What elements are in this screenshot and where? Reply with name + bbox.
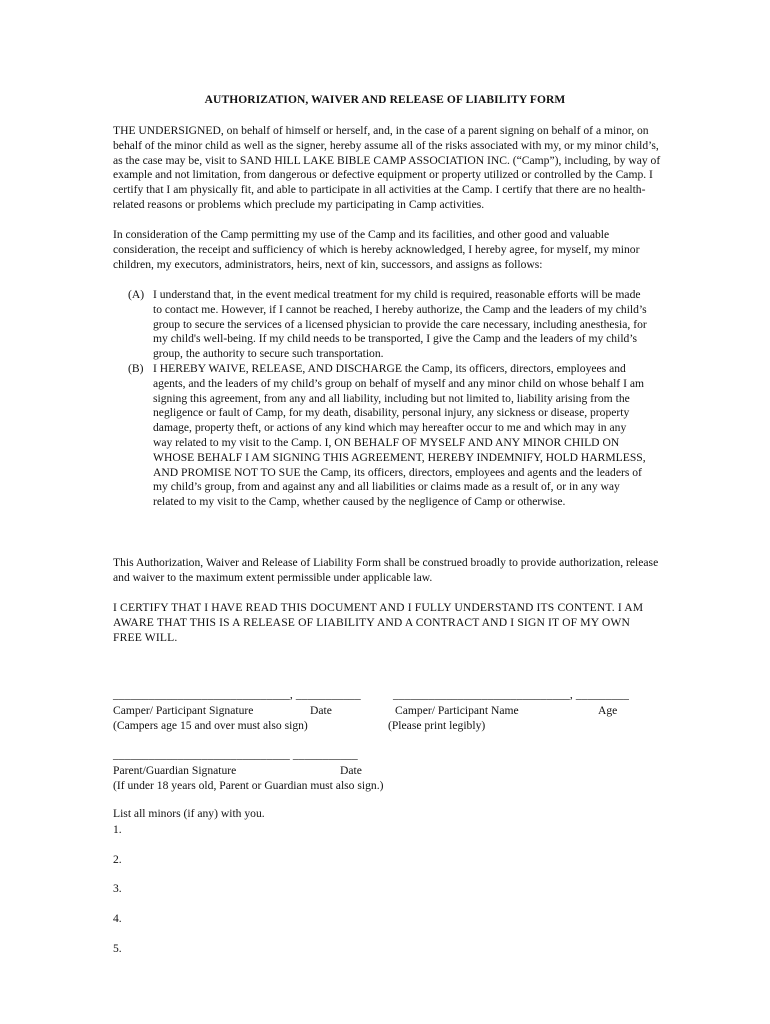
item-marker: (B) xyxy=(128,361,144,375)
parent-signature-label: Parent/Guardian Signature xyxy=(113,764,237,777)
minor-entry-5[interactable]: 5. xyxy=(113,942,122,955)
parent-signature-note: (If under 18 years old, Parent or Guardian must also sign.) xyxy=(113,779,384,792)
agreement-item-a xyxy=(128,288,648,362)
camper-name-note: (Please print legibly) xyxy=(388,719,486,732)
camper-age-label: Age xyxy=(598,704,618,717)
agreement-item-b xyxy=(128,362,648,510)
consideration-paragraph: In consideration of the Camp permitting my use of the Camp and its facilities, and other good and valuable consideration, the receipt and sufficiency of which is hereby acknowledged, I hereby agree, for myself, my minor children, my executors, administrators, heirs, next of kin, successors, and assigns as follows: xyxy=(113,228,640,271)
minors-list-heading: List all minors (if any) with you. xyxy=(113,807,265,820)
construed-paragraph: This Authorization, Waiver and Release of Liability Form shall be construed broadly to provide authorization, release and waiver to the maximum extent permissible under applicable law. xyxy=(113,556,659,584)
parent-signature-date-line[interactable]: ______________________________ ___________ xyxy=(113,748,358,761)
camper-signature-date-line[interactable]: ______________________________, ___________ xyxy=(113,688,361,701)
camper-name-label: Camper/ Participant Name xyxy=(395,704,519,717)
item-marker: (A) xyxy=(128,288,145,301)
minor-entry-3[interactable]: 3. xyxy=(113,882,122,895)
agreement-items xyxy=(128,288,648,510)
item-text: I understand that, in the event medical treatment for my child is required, reasonable efforts will be made to contact me. However, if I cannot be reached, I hereby authorize, the Camp and the leaders of my child’s group to secure the services of a licensed physician to provide the care necessary, including anesthesia, for my child's well-being. If my child needs to be transported, I give the Camp and the leaders of my child’s group, the authority to secure such transportation. xyxy=(153,288,647,361)
item-text: I HEREBY WAIVE, RELEASE, AND DISCHARGE the Camp, its officers, directors, employees and agents, and the leaders of my child’s group on behalf of myself and any minor child on whose behalf I am signing this agreement, from any and all liability, including but not limited to, liability arising from the negligence or fault of Camp, for my death, disability, personal injury, any sickness or disease, property damage, property theft, or actions of any kind which may hereafter occur to me and which may in any way related to my visit to the Camp. I, ON BEHALF OF MYSELF AND ANY MINOR CHILD ON WHOSE BEHALF I AM SIGNING THIS AGREEMENT, HEREBY INDEMNIFY, HOLD HARMLESS, AND PROMISE NOT TO SUE the Camp, its officers, directors, employees and agents and the leaders of my child’s group, from and against any and all liabilities or claims made as a result of, or in any way related to my visit to the Camp, whether caused by the negligence of Camp or otherwise. xyxy=(153,361,646,509)
camper-signature-label: Camper/ Participant Signature xyxy=(113,704,254,717)
intro-paragraph: THE UNDERSIGNED, on behalf of himself or herself, and, in the case of a parent signing on behalf of a minor, on behalf of the minor child as well as the signer, hereby assume all of the risks associated with my, or my minor child’s, as the case may be, visit to SAND HILL LAKE BIBLE CAMP ASSOCIATION INC. (“Camp”), including, by way of example and not limitation, from dangerous or defective equipment or property utilized or controlled by the Camp. I certify that I am physically fit, and able to participate in all activities at the Camp. I certify that there are no health-related reasons or problems which preclude my participating in Camp activities. xyxy=(113,124,661,211)
camper-date-label: Date xyxy=(310,704,332,717)
camper-signature-note: (Campers age 15 and over must also sign) xyxy=(113,719,308,732)
minor-entry-2[interactable]: 2. xyxy=(113,853,122,866)
minor-entry-1[interactable]: 1. xyxy=(113,823,122,836)
parent-date-label: Date xyxy=(340,764,362,777)
minor-entry-4[interactable]: 4. xyxy=(113,912,122,925)
camper-name-age-line[interactable]: ______________________________, _________ xyxy=(393,688,629,701)
form-title: AUTHORIZATION, WAIVER AND RELEASE OF LIABILITY FORM xyxy=(204,94,566,106)
certification-statement: I CERTIFY THAT I HAVE READ THIS DOCUMENT AND I FULLY UNDERSTAND ITS CONTENT. I AM AWARE THAT THIS IS A RELEASE OF LIABILITY AND A CONTRACT AND I SIGN IT OF MY OWN FREE WILL. xyxy=(113,601,644,644)
